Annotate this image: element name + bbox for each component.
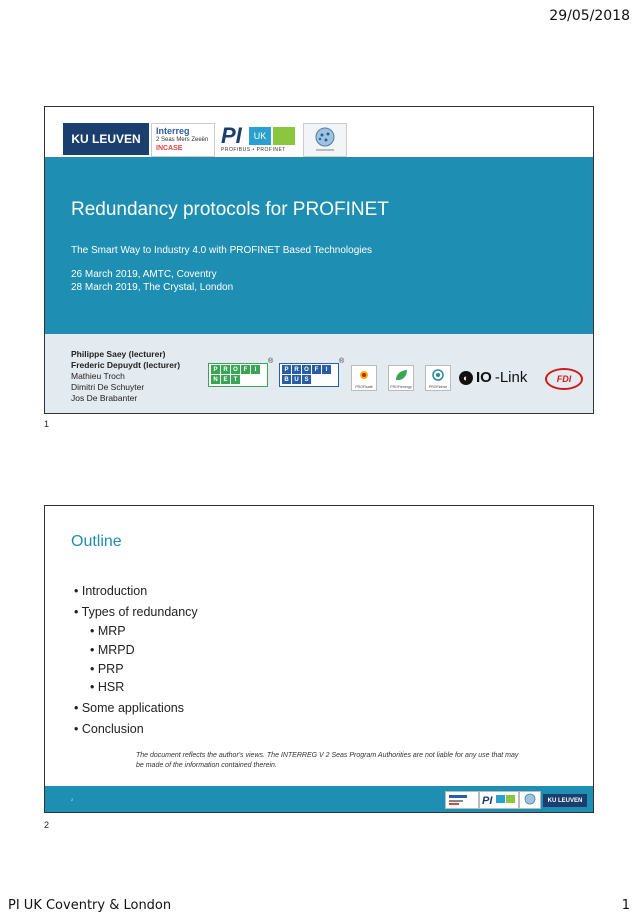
profinet-letter: E — [221, 375, 230, 384]
author-4: Dimitri De Schuyter — [71, 382, 145, 392]
io-link-icon: ◐ — [459, 371, 473, 385]
outline-item-mrp: • MRP — [90, 624, 126, 638]
profibus-logo — [279, 363, 339, 387]
profienergy-logo — [388, 365, 414, 391]
mini-interreg-icon — [446, 792, 478, 808]
interreg-logo — [151, 123, 215, 157]
io-link-link-text: -Link — [494, 369, 528, 386]
globe-icon — [304, 124, 346, 156]
profibus-letter: S — [302, 375, 311, 384]
author-2: Frederic Depuydt (lecturer) — [71, 360, 181, 370]
profibus-letter: B — [282, 375, 291, 384]
interreg-logo-text: Interreg — [156, 126, 190, 136]
slide2-page-small: 2 — [71, 797, 74, 802]
profinet-letter: N — [211, 375, 220, 384]
author-5: Jos De Brabanter — [71, 393, 138, 403]
outline-item-introduction: • Introduction — [74, 584, 148, 598]
profinet-logo — [208, 363, 268, 387]
interreg-logo-subtext: 2 Seas Mers Zeeën — [156, 137, 209, 143]
slide1-date-london: 28 March 2019, The Crystal, London — [71, 282, 234, 293]
slide1-date-coventry: 26 March 2019, AMTC, Coventry — [71, 269, 217, 280]
slide-1 — [44, 106, 594, 414]
profibus-letter: U — [292, 375, 301, 384]
profibus-letter: R — [292, 365, 301, 374]
slide-2 — [44, 505, 594, 813]
pi-green-square — [273, 127, 295, 145]
profisafe-logo — [351, 365, 377, 391]
uk-logo-text: UK — [249, 127, 271, 145]
mini-globe-logo — [519, 791, 541, 809]
header-date: 29/05/2018 — [549, 8, 630, 24]
profinet-letter: P — [211, 365, 220, 374]
profinet-letter: R — [221, 365, 230, 374]
profinet-letter: F — [241, 365, 250, 374]
fdi-logo: FDI — [545, 368, 583, 390]
io-link-io-text: IO — [476, 369, 492, 386]
profibus-letter: P — [282, 365, 291, 374]
author-1: Philippe Saey (lecturer) — [71, 349, 166, 359]
globe-logo — [303, 123, 347, 157]
pi-logo-subtext: PROFIBUS • PROFINET — [221, 147, 286, 153]
footer-page-number: 1 — [621, 898, 630, 913]
profibus-letter: F — [312, 365, 321, 374]
mini-ku-leuven-logo: KU LEUVEN — [543, 794, 587, 807]
profibus-letter: I — [322, 365, 331, 374]
author-3: Mathieu Troch — [71, 371, 125, 381]
mini-pi-logo — [479, 791, 519, 809]
io-link-logo — [459, 369, 527, 386]
profibus-registered-mark: ® — [339, 358, 345, 365]
outline-item-hsr: • HSR — [90, 680, 125, 694]
slide2-title: Outline — [71, 533, 122, 550]
profinet-letter: T — [231, 375, 240, 384]
profinet-registered-mark: ® — [268, 358, 274, 365]
footer-title: PI UK Coventry & London — [8, 898, 172, 913]
profinet-letter: O — [231, 365, 240, 374]
outline-item-prp: • PRP — [90, 662, 124, 676]
slide1-title: Redundancy protocols for PROFINET — [71, 199, 389, 220]
ku-leuven-logo: KU LEUVEN — [63, 123, 149, 155]
profibus-letter: O — [302, 365, 311, 374]
mini-pi-icon — [480, 792, 518, 808]
mini-interreg-logo — [445, 791, 479, 809]
profisafe-label: PROFIsafe — [355, 385, 373, 389]
profidrive-logo — [425, 365, 451, 391]
mini-globe-icon — [520, 792, 540, 808]
slide1-subtitle: The Smart Way to Industry 4.0 with PROFINET Based Technologies — [71, 245, 373, 256]
outline-item-mrpd: • MRPD — [90, 643, 135, 657]
slide-2-number: 2 — [44, 820, 50, 830]
pi-logo-text: PI — [221, 123, 242, 148]
outline-item-conclusion: • Conclusion — [74, 722, 144, 736]
svg-text:PI: PI — [482, 795, 493, 807]
incase-logo-text: INCASE — [156, 145, 183, 152]
profienergy-label: PROFIenergy — [390, 385, 412, 389]
disclaimer-text: The document reflects the author's views. The INTERREG V 2 Seas Program Authorities are not liable for any use that may be made of the information contained therein. — [136, 752, 519, 769]
outline-item-applications: • Some applications — [74, 701, 184, 715]
slide-1-number: 1 — [44, 419, 50, 429]
profidrive-label: PROFIdrive — [428, 385, 448, 389]
outline-item-types: • Types of redundancy — [74, 605, 198, 619]
profinet-letter: I — [251, 365, 260, 374]
pi-uk-logo — [219, 123, 299, 155]
